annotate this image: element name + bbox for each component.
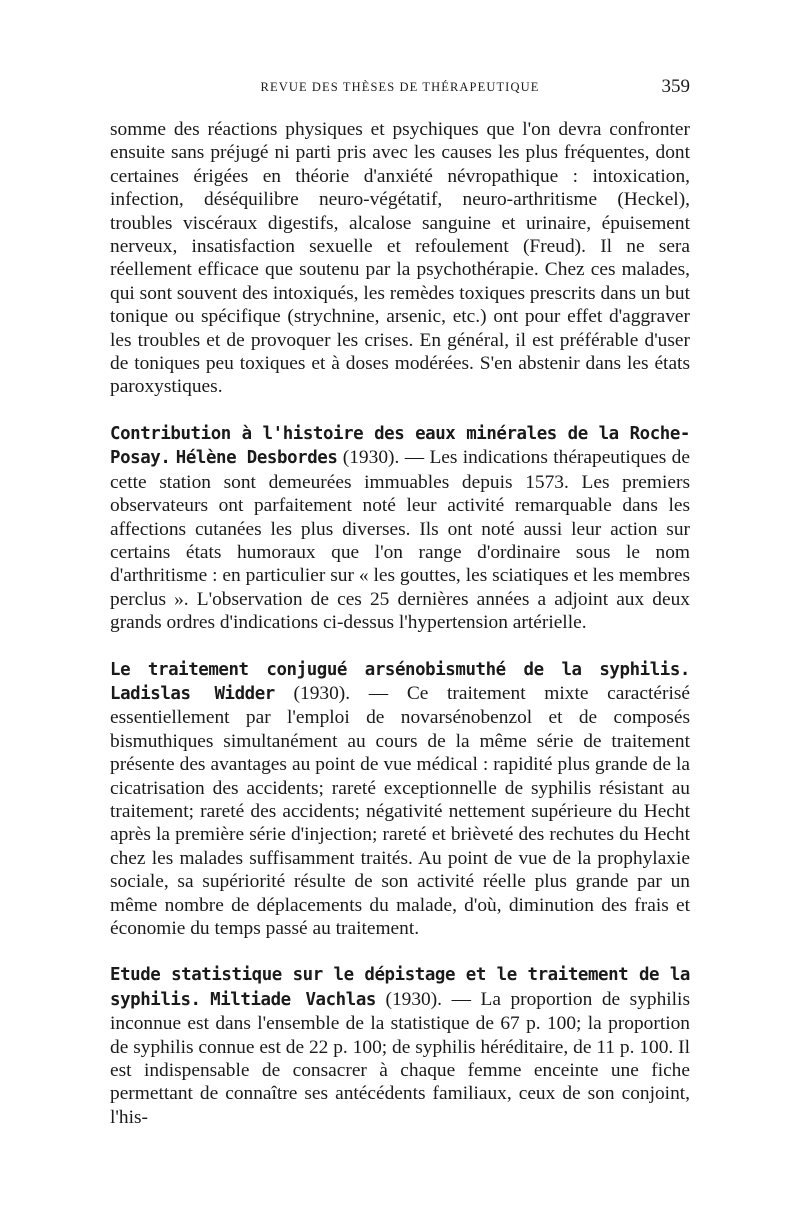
page-number: 359 [661, 76, 690, 97]
entry-title: Le traitement conjugué arsénobismuthé de la syphilis. [110, 659, 690, 680]
entry-year: (1930). [337, 447, 400, 469]
entry-author: Hélène Desbordes [175, 448, 338, 469]
running-head [110, 76, 690, 100]
entry-author: Miltiade Vachlas [210, 989, 376, 1010]
intro-paragraph: somme des réactions physiques et psychiques que l'on devra confronter ensuite sans préjugé ni parti pris avec les causes les plus fréquentes, dont certaines érigées en théorie d'anxiété névropathique : intoxication, infection, déséquilibre neuro-végétatif, neuro-arthritisme (Heckel), troubles viscéraux digestifs, alcalose sanguine et urinaire, épuisement nerveux, insatisfaction sexuelle et refoulement (Freud). Il ne sera réellement efficace que soutenu par la psychothérapie. Chez ces malades, qui sont souvent des intoxiqués, les remèdes toxiques prescrits dans un but tonique ou spécifique (strychnine, arsenic, etc.) ont pour effet d'aggraver les troubles et de provoquer les crises. En général, il est préférable d'user de toniques peu toxiques et à doses modérées. S'en abstenir dans les états paroxystiques. [110, 119, 690, 398]
entry-text: — Les indications thérapeutiques de cette station sont demeurées immuables depuis 1573. Les premiers observateurs ont parfaitement noté leur activité remarquable dans les affections cutanées les plus diverses. Ils ont noté aussi leur action sur certains états humoraux que l'on range d'ordinaire sous le nom d'arthritisme : en particulier sur « les gouttes, les sciatiques et les membres perclus ». L'observation de ces 25 dernières années a adjoint aux deux grands ordres d'indications ci-dessus l'hypertension artérielle. [110, 447, 690, 634]
entry-roche-posay [110, 422, 690, 635]
entry-statistique-syphilis [110, 963, 690, 1129]
entry-year: (1930). [375, 988, 443, 1010]
entry-title: Etude statistique sur le dépistage et le traitement de la syphilis. [110, 965, 690, 1010]
entry-arsenobismuthe [110, 658, 690, 941]
entry-title: Contribution à l'histoire des eaux minérales de la Roche-Posay. [110, 423, 690, 469]
running-title: REVUE DES THÈSES DE THÉRAPEUTIQUE [260, 80, 540, 94]
entry-year: (1930). [274, 682, 351, 704]
body-text [110, 118, 690, 1129]
entry-text: — La proportion de syphilis inconnue est dans l'ensemble de la statistique de 67 p. 100; la proportion de syphilis connue est de 22 p. 100; de syphilis héréditaire, de 11 p. 100. Il est indispensable de consacrer à chaque femme enceinte une fiche permettant de connaître ses antécédents familiaux, ceux de son conjoint, l'his- [110, 988, 690, 1128]
entry-text: — Ce traitement mixte caractérisé essentiellement par l'emploi de novarsénobenzol et de composés bismuthiques simultanément au cours de la même série de traitement présente des avantages au point de vue médical : rapidité plus grande de la cicatrisation des accidents; rareté exceptionnelle de syphilis résistant au traitement; rareté des accidents; négativité nettement supérieure du Hecht après la première série d'injection; rareté et brièveté des rechutes du Hecht chez les malades suffisamment traités. Au point de vue de la prophylaxie sociale, sa supériorité résulte de son activité réelle plus grande par un même nombre de déplacements du malade, d'où, diminution des frais et économie du temps passé au traitement. [110, 682, 690, 939]
entry-author: Ladislas Widder [110, 683, 275, 704]
